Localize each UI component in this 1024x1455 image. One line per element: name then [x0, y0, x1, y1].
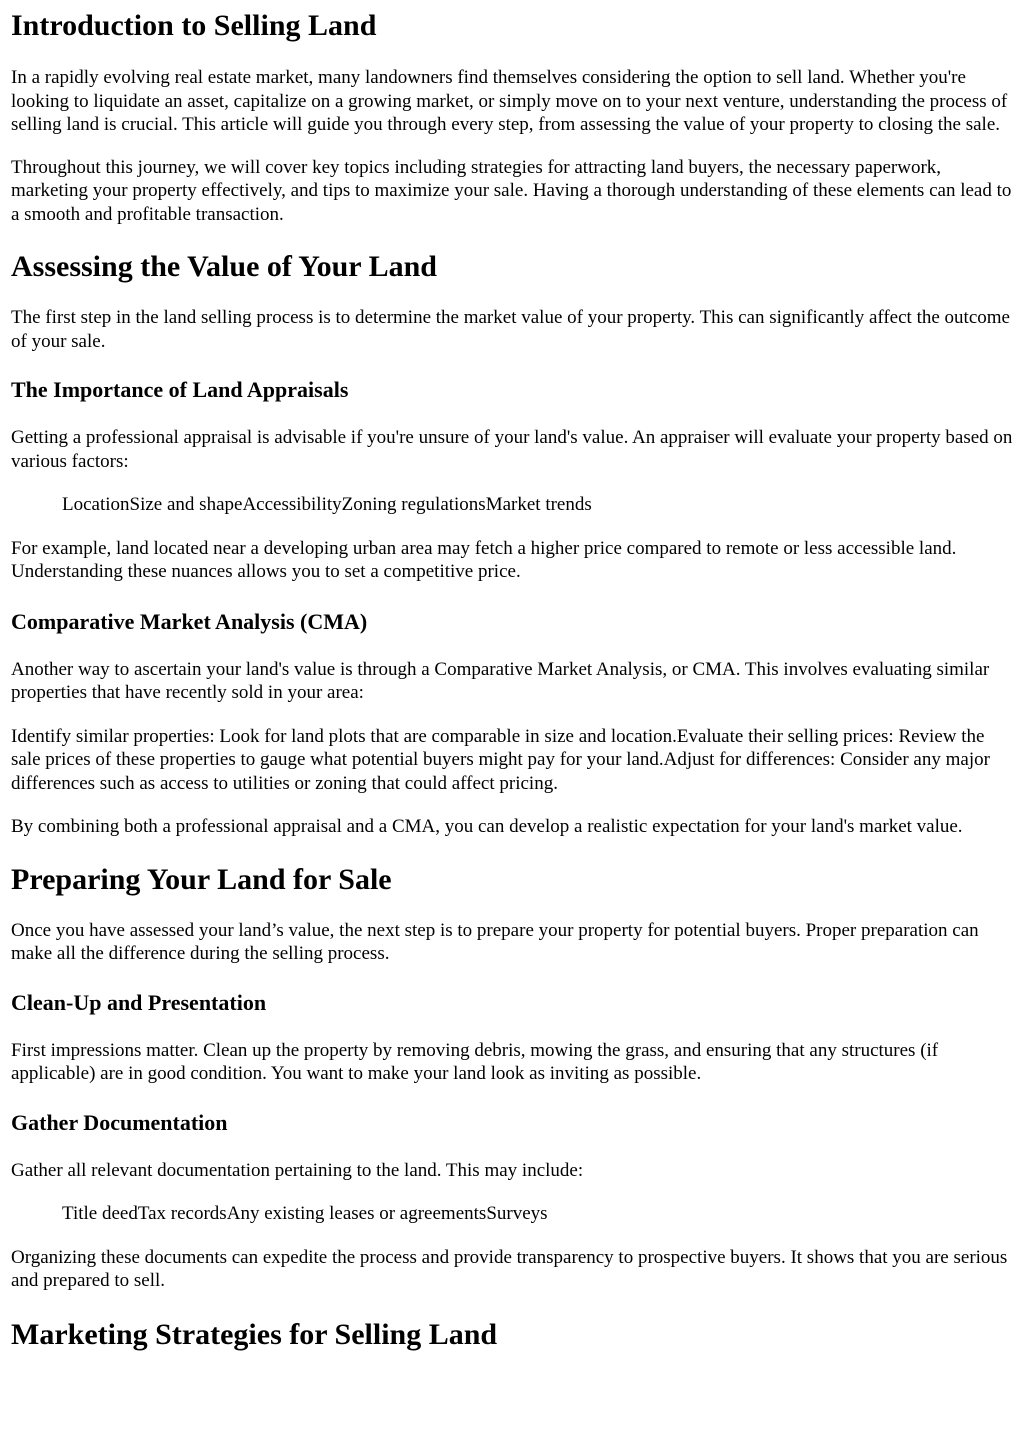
list-item: Zoning regulations [341, 494, 486, 515]
cleanup-paragraph-1: First impressions matter. Clean up the property by removing debris, mowing the grass, and ensuring that any structures (if applicable) are in good condition. You want to make your land look as inviting as possible. [11, 1039, 939, 1084]
assess-paragraph-1: The first step in the land selling process is to determine the market value of your property. This can significantly affect the outcome of your sale. [11, 307, 1010, 352]
docs-paragraph-1: Gather all relevant documentation pertaining to the land. This may include: [11, 1159, 584, 1181]
list-item: Surveys [486, 1203, 548, 1224]
list-item: Tax records [137, 1203, 227, 1224]
intro-paragraph-1: In a rapidly evolving real estate market, many landowners find themselves considering the option to sell land. Whether you're looking to liquidate an asset, capitalize on a growing market, or simply move on to your next venture, understanding the process of selling land is crucial. This article will guide you through every step, from assessing the value of your property to closing the sale. [11, 67, 1008, 135]
intro-paragraph-2: Throughout this journey, we will cover key topics including strategies for attracting land buyers, the necessary paperwork, marketing your property effectively, and tips to maximize your sale. Having a thorough understanding of these elements can lead to a smooth and profitable transaction. [11, 156, 1012, 225]
appraisal-factors-list [11, 493, 1013, 517]
section-heading-introduction: Introduction to Selling Land [11, 9, 377, 42]
docs-paragraph-2: Organizing these documents can expedite the process and provide transparency to prospective buyers. It shows that you are serious and prepared to sell. [11, 1246, 1008, 1291]
appraisals-paragraph-2: For example, land located near a developing urban area may fetch a higher price compared to remote or less accessible land. Understanding these nuances allows you to set a competitive price. [11, 537, 957, 582]
appraisals-paragraph-1: Getting a professional appraisal is advisable if you're unsure of your land's value. An appraiser will evaluate your property based on various factors: [11, 427, 1013, 472]
list-item: Identify similar properties: Look for land plots that are comparable in size and location. [11, 725, 677, 747]
subheading-cma: Comparative Market Analysis (CMA) [11, 608, 368, 634]
cma-steps-list [11, 725, 1013, 796]
list-item: Adjust for differences: Consider any major differences such as access to utilities or zoning that could affect pricing. [11, 749, 990, 794]
documentation-list [11, 1202, 1013, 1226]
subheading-land-appraisals: The Importance of Land Appraisals [11, 377, 349, 402]
article [0, 9, 1024, 1352]
prepare-paragraph-1: Once you have assessed your land’s value, the next step is to prepare your property for potential buyers. Proper preparation can make all the difference during the selling process. [11, 919, 979, 964]
cma-paragraph-1: Another way to ascertain your land's value is through a Comparative Market Analysis, or CMA. This involves evaluating similar properties that have recently sold in your area: [11, 658, 990, 703]
subheading-clean-up: Clean-Up and Presentation [11, 989, 267, 1015]
list-item: Location [62, 494, 130, 515]
list-item: Accessibility [242, 494, 342, 515]
subheading-gather-documentation: Gather Documentation [11, 1109, 228, 1135]
section-heading-marketing-strategies: Marketing Strategies for Selling Land [11, 1317, 498, 1351]
cma-paragraph-2: By combining both a professional appraisal and a CMA, you can develop a realistic expectation for your land's market value. [11, 816, 963, 837]
list-item: Market trends [485, 494, 592, 515]
section-heading-preparing-land: Preparing Your Land for Sale [11, 862, 392, 896]
list-item: Size and shape [129, 494, 243, 515]
list-item: Any existing leases or agreements [226, 1203, 487, 1224]
list-item: Evaluate their selling prices: Review the sale prices of these properties to gauge what potential buyers might pay for your land. [11, 725, 985, 770]
section-heading-assessing-value: Assessing the Value of Your Land [11, 250, 437, 283]
list-item: Title deed [62, 1203, 138, 1224]
